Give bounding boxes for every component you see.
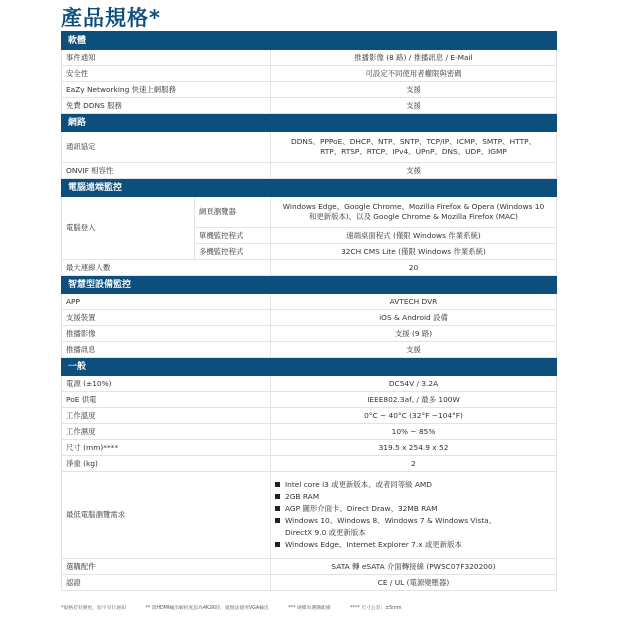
row-label: 電源 (±10%) (62, 376, 271, 392)
table-row (62, 392, 557, 408)
value-line: Windows Edge、Google Chrome、Mozilla Firefox & Opera (Windows 10 (282, 202, 545, 211)
list-item (275, 515, 552, 539)
row-value: 2 (271, 456, 557, 472)
row-value (271, 472, 557, 559)
row-value: 32CH CMS Lite (僅限 Windows 作業系統) (271, 244, 557, 260)
row-label: APP (62, 294, 271, 310)
row-value: IEEE802.3af, / 最多 100W (271, 392, 557, 408)
sub-label: 單機監控程式 (195, 228, 271, 244)
table-row (62, 294, 557, 310)
row-value: 支援 (271, 98, 557, 114)
row-label: 尺寸 (mm)**** (62, 440, 271, 456)
row-label: 推播訊息 (62, 342, 271, 358)
table-row (62, 376, 557, 392)
row-value: SATA 轉 eSATA 介面轉接線 (PWSC07F320200) (271, 559, 557, 575)
table-row (62, 310, 557, 326)
footnote: *規格若有變更，恕不另行通知 (61, 606, 126, 611)
sub-label: 多機監控程式 (195, 244, 271, 260)
table-row (62, 98, 557, 114)
row-value (271, 197, 557, 228)
min-requirements-list (275, 479, 552, 551)
row-label: 事件通知 (62, 50, 271, 66)
table-row (62, 50, 557, 66)
row-label: 推播影像 (62, 326, 271, 342)
row-value: 可設定不同使用者權限與密碼 (271, 66, 557, 82)
row-value: 支援 (271, 342, 557, 358)
row-label: 最大連線人數 (62, 260, 271, 276)
table-row (62, 82, 557, 98)
row-label: 工作濕度 (62, 424, 271, 440)
item-text: DirectX 9.0 或更新版本 (285, 528, 366, 537)
row-label: ONVIF 相容性 (62, 163, 271, 179)
table-row (62, 472, 557, 559)
value-line: 和更新版本)、以及 Google Chrome & Mozilla Firefox (MAC) (308, 212, 519, 221)
row-label: 免費 DDNS 服務 (62, 98, 271, 114)
section-title: 電腦遠端監控 (62, 179, 557, 197)
section-header-smart-device (62, 276, 557, 294)
section-title: 軟體 (62, 32, 557, 50)
table-row (62, 559, 557, 575)
row-value: 支援 (271, 163, 557, 179)
section-title: 智慧型設備監控 (62, 276, 557, 294)
table-row (62, 408, 557, 424)
row-label: EaZy Networking 快速上網服務 (62, 82, 271, 98)
footnote: **** 尺寸公差：±5mm (350, 606, 402, 611)
row-value: 支援 (9 路) (271, 326, 557, 342)
list-item: 2GB RAM (275, 491, 552, 503)
row-label: 淨重 (kg) (62, 456, 271, 472)
row-value: 0°C ~ 40°C (32°F ~104°F) (271, 408, 557, 424)
row-value: 遠端桌面程式 (僅限 Windows 作業系統) (271, 228, 557, 244)
row-value: DC54V / 3.2A (271, 376, 557, 392)
table-row (62, 575, 557, 591)
table-row (62, 342, 557, 358)
row-label: 支援裝置 (62, 310, 271, 326)
footnote: ** 當HDMI輸出解析度設為4K2K時，就無法使用VGA輸出 (145, 606, 269, 611)
row-label: PoE 供電 (62, 392, 271, 408)
section-header-software (62, 32, 557, 50)
section-header-pc-remote (62, 179, 557, 197)
item-text: Windows 10、Windows 8、Windows 7 & Windows Vista、 (285, 516, 497, 525)
list-item: AGP 圖形介面卡、Direct Draw、32MB RAM (275, 503, 552, 515)
section-header-general (62, 358, 557, 376)
page-title: 產品規格* (61, 6, 161, 30)
footnote: *** 硬碟為選購配備 (288, 606, 331, 611)
row-value: 10% ~ 85% (271, 424, 557, 440)
table-row (62, 424, 557, 440)
footnotes (61, 604, 420, 611)
section-header-network (62, 114, 557, 132)
row-value: 20 (271, 260, 557, 276)
sub-label: 網頁瀏覽器 (195, 197, 271, 228)
table-row (62, 197, 557, 228)
table-row (62, 163, 557, 179)
row-label: 電腦登入 (62, 197, 195, 260)
row-value (271, 132, 557, 163)
row-label: 認證 (62, 575, 271, 591)
table-row (62, 456, 557, 472)
row-label: 工作溫度 (62, 408, 271, 424)
list-item: Windows Edge、Internet Explorer 7.x 或更新版本 (275, 539, 552, 551)
row-value: CE / UL (電源變壓器) (271, 575, 557, 591)
section-title: 一般 (62, 358, 557, 376)
table-row (62, 66, 557, 82)
spec-table (61, 31, 557, 591)
table-row (62, 440, 557, 456)
row-value: 支援 (271, 82, 557, 98)
row-value: AVTECH DVR (271, 294, 557, 310)
row-value: 319.5 x 254.9 x 52 (271, 440, 557, 456)
row-label: 通訊協定 (62, 132, 271, 163)
table-row (62, 326, 557, 342)
section-title: 網路 (62, 114, 557, 132)
row-label: 最低電腦瀏覽需求 (62, 472, 271, 559)
row-label: 選購配件 (62, 559, 271, 575)
row-label: 安全性 (62, 66, 271, 82)
row-value: 推播影像 (8 路) / 推播訊息 / E-Mail (271, 50, 557, 66)
row-value: iOS & Android 設備 (271, 310, 557, 326)
value-line: RTP、RTSP、RTCP、IPv4、UPnP、DNS、UDP、IGMP (320, 147, 507, 156)
table-row (62, 132, 557, 163)
value-line: DDNS、PPPoE、DHCP、NTP、SNTP、TCP/IP、ICMP、SMTP、HTTP、 (291, 137, 536, 146)
table-row (62, 260, 557, 276)
list-item: Intel core i3 或更新版本、或者同等級 AMD (275, 479, 552, 491)
